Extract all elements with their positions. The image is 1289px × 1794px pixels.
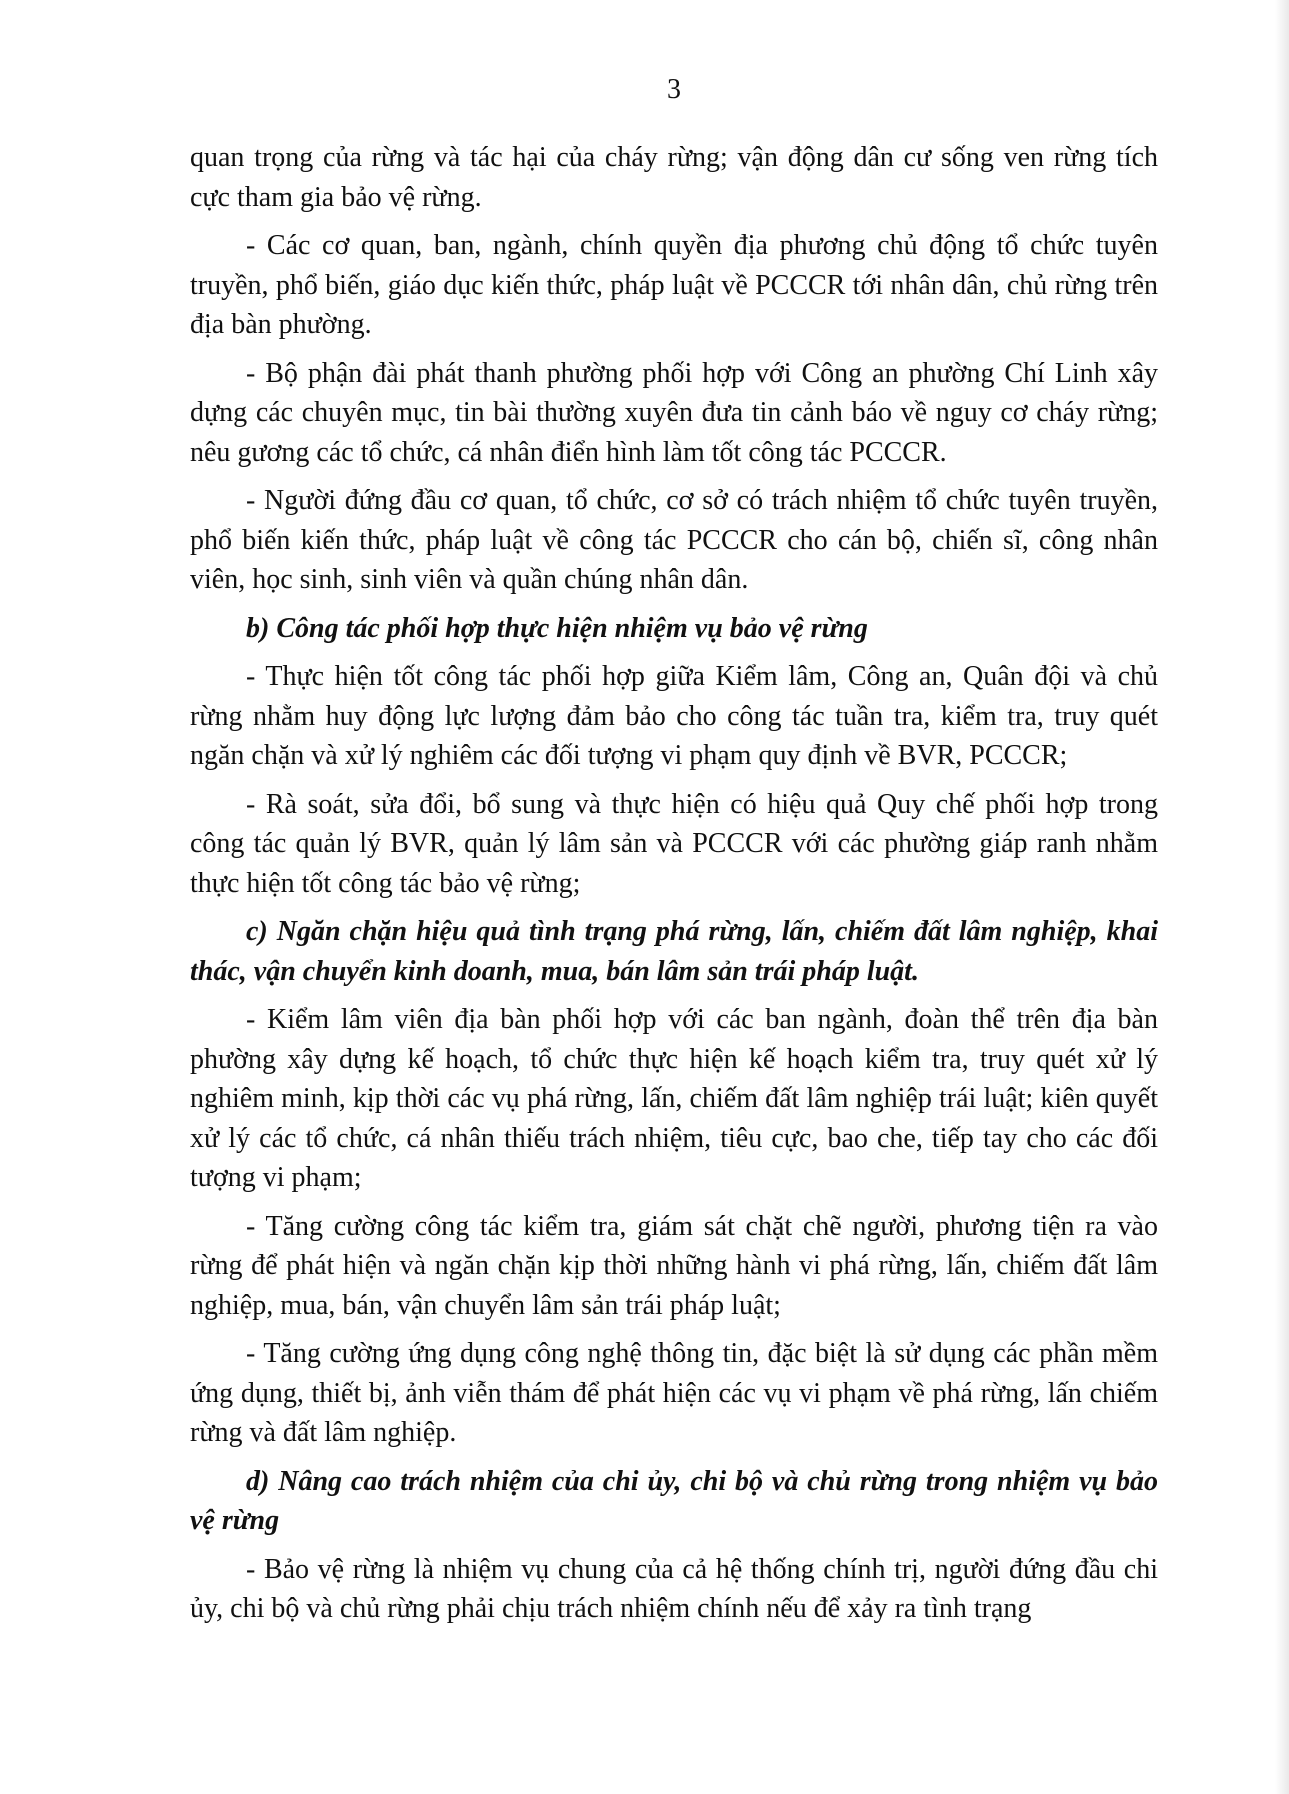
paragraph: - Rà soát, sửa đổi, bổ sung và thực hiện có hiệu quả Quy chế phối hợp trong công tác quản lý BVR, quản lý lâm sản và PCCCR với các phường giáp ranh nhằm thực hiện tốt công tác bảo vệ rừng; — [190, 788, 1158, 899]
paragraph: - Kiểm lâm viên địa bàn phối hợp với các ban ngành, đoàn thể trên địa bàn phường xây dựng kế hoạch, tổ chức thực hiện kế hoạch kiểm tra, truy quét xử lý nghiêm minh, kịp thời các vụ phá rừng, lấn, chiếm đất lâm nghiệp trái luật; kiên quyết xử lý các tổ chức, cá nhân thiếu trách nhiệm, tiêu cực, bao che, tiếp tay cho các đối tượng vi phạm; — [190, 1004, 1158, 1193]
paragraph: - Bộ phận đài phát thanh phường phối hợp với Công an phường Chí Linh xây dựng các chuyên mục, tin bài thường xuyên đưa tin cảnh báo về nguy cơ cháy rừng; nêu gương các tổ chức, cá nhân điển hình làm tốt công tác PCCCR. — [190, 357, 1158, 468]
paragraph: quan trọng của rừng và tác hại của cháy rừng; vận động dân cư sống ven rừng tích cực tham gia bảo vệ rừng. — [190, 142, 1158, 213]
paragraph: - Thực hiện tốt công tác phối hợp giữa Kiểm lâm, Công an, Quân đội và chủ rừng nhằm huy động lực lượng đảm bảo cho công tác tuần tra, kiểm tra, truy quét ngăn chặn và xử lý nghiêm các đối tượng vi phạm quy định về BVR, PCCCR; — [190, 661, 1158, 771]
paragraph: - Người đứng đầu cơ quan, tổ chức, cơ sở có trách nhiệm tổ chức tuyên truyền, phổ biến kiến thức, pháp luật về công tác PCCCR cho cán bộ, chiến sĩ, công nhân viên, học sinh, sinh viên và quần chúng nhân dân. — [190, 485, 1158, 595]
page-edge-shadow — [1275, 0, 1289, 1794]
section-heading: d) Nâng cao trách nhiệm của chi ủy, chi bộ và chủ rừng trong nhiệm vụ bảo vệ rừng — [190, 1465, 1158, 1536]
paragraph: - Tăng cường ứng dụng công nghệ thông tin, đặc biệt là sử dụng các phần mềm ứng dụng, thiết bị, ảnh viễn thám để phát hiện các vụ vi phạm về phá rừng, lấn chiếm rừng và đất lâm nghiệp. — [190, 1338, 1158, 1448]
paragraph: - Bảo vệ rừng là nhiệm vụ chung của cả hệ thống chính trị, người đứng đầu chi ủy, chi bộ và chủ rừng phải chịu trách nhiệm chính nếu để xảy ra tình trạng — [190, 1553, 1158, 1624]
section-heading: b) Công tác phối hợp thực hiện nhiệm vụ bảo vệ rừng — [246, 612, 868, 644]
paragraph: - Tăng cường công tác kiểm tra, giám sát chặt chẽ người, phương tiện ra vào rừng để phát hiện và ngăn chặn kịp thời những hành vi phá rừng, lấn, chiếm đất lâm nghiệp, mua, bán, vận chuyển lâm sản trái pháp luật; — [190, 1210, 1158, 1321]
body-text — [190, 138, 1158, 1638]
paragraph: - Các cơ quan, ban, ngành, chính quyền địa phương chủ động tổ chức tuyên truyền, phổ biến, giáo dục kiến thức, pháp luật về PCCCR tới nhân dân, chủ rừng trên địa bàn phường. — [190, 230, 1158, 340]
section-heading: c) Ngăn chặn hiệu quả tình trạng phá rừng, lấn, chiếm đất lâm nghiệp, khai thác, vận chuyển kinh doanh, mua, bán lâm sản trái pháp luật. — [190, 916, 1158, 987]
page-number: 3 — [667, 74, 681, 105]
